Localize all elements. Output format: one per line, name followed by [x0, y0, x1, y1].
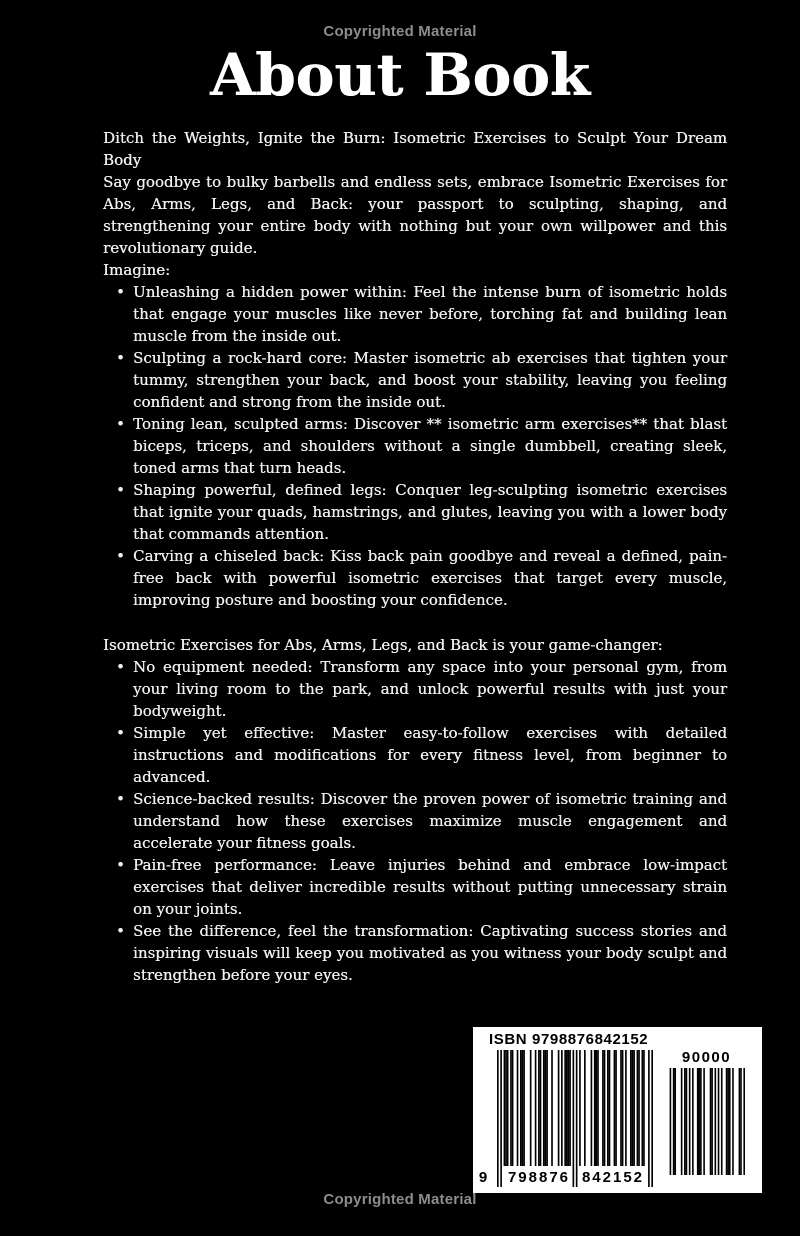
list-item: • Sculpting a rock-hard core: Master isometric ab exercises that tighten your tummy, strengthen your back, and boost your stability, leaving you feeling confident and strong from the inside out. [103, 347, 727, 413]
list-item: • Simple yet effective: Master easy-to-follow exercises with detailed instructions and modifications for every fitness level, from beginner to advanced. [103, 722, 727, 788]
copyright-notice-top: Copyrighted Material [323, 23, 477, 40]
supplement-code-label: 90000 [681, 1049, 732, 1066]
ean13-first-digit: 9 [478, 1169, 488, 1186]
page-title: About Book [210, 41, 590, 109]
list-item: • No equipment needed: Transform any space into your personal gym, from your living room to the park, and unlock powerful results with just your bodyweight. [103, 656, 727, 722]
list-item: • Toning lean, sculpted arms: Discover ** isometric arm exercises** that blast biceps, triceps, and shoulders without a single dumbbell, creating sleek, toned arms that turn heads. [103, 413, 727, 479]
isbn-label: ISBN 9798876842152 [489, 1031, 649, 1048]
list-item: • Carving a chiseled back: Kiss back pain goodbye and reveal a defined, pain-free back with powerful isometric exercises that target every muscle, improving posture and boosting your confidence. [103, 545, 727, 611]
list-item: • Science-backed results: Discover the proven power of isometric training and understand how these exercises maximize muscle engagement and accelerate your fitness goals. [103, 788, 727, 854]
game-changer-bullet-list [103, 656, 727, 986]
list-item: • Pain-free performance: Leave injuries behind and embrace low-impact exercises that deliver incredible results without putting unnecessary strain on your joints. [103, 854, 727, 920]
list-item: • Shaping powerful, defined legs: Conquer leg-sculpting isometric exercises that ignite your quads, hamstrings, and glutes, leaving you with a lower body that commands attention. [103, 479, 727, 545]
imagine-heading: Imagine: [103, 261, 171, 279]
ean5-supplement-barcode [668, 1068, 745, 1175]
intro-paragraph: Say goodbye to bulky barbells and endless sets, embrace Isometric Exercises for Abs, Arms, Legs, and Back: your passport to sculpting, shaping, and strengthening your entire body with nothing but your own willpower and this revolutionary guide. [103, 173, 727, 257]
list-item: • Unleashing a hidden power within: Feel the intense burn of isometric holds that engage your muscles like never before, torching fat and building lean muscle from the inside out. [103, 281, 727, 347]
list-item: • See the difference, feel the transformation: Captivating success stories and inspiring visuals will keep you motivated as you witness your body sculpt and strengthen before your eyes. [103, 920, 727, 986]
book-description [103, 127, 727, 986]
ean13-right-digits: 842152 [581, 1169, 645, 1186]
intro-tagline: Ditch the Weights, Ignite the Burn: Isometric Exercises to Sculpt Your Dream Body [103, 129, 727, 169]
imagine-bullet-list [103, 281, 727, 611]
copyright-notice-bottom: Copyrighted Material [323, 1191, 477, 1208]
ean13-left-digits: 798876 [507, 1169, 571, 1186]
ean13-barcode [497, 1050, 653, 1187]
barcode-panel [473, 1027, 762, 1193]
game-changer-heading: Isometric Exercises for Abs, Arms, Legs, and Back is your game-changer: [103, 636, 663, 654]
